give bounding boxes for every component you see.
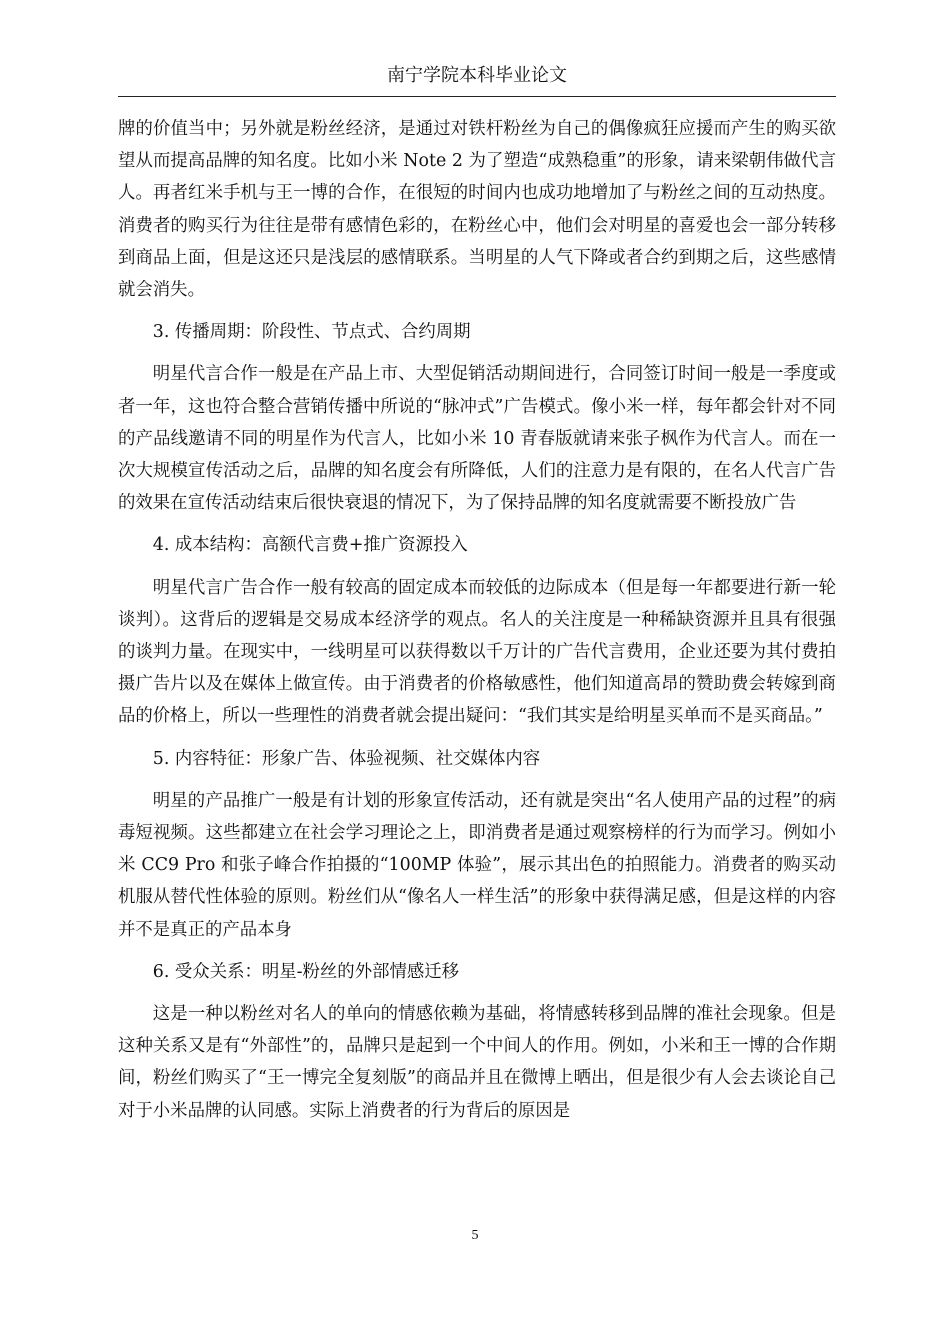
paragraph: 明星的产品推广一般是有计划的形象宣传活动，还有就是突出“名人使用产品的过程”的病毒短视频。这些都建立在社会学习理论之上，即消费者是通过观察榜样的行为而学习。例如小米 CC9 Pro 和张子峰合作拍摄的“100MP 体验”，展示其出色的拍照能力。消费者的购买动机服从替代性体验的原则。粉丝们从“像名人一样生活”的形象中获得满足感，但是这样的内容并不是真正的产品本身 (118, 790, 836, 940)
paragraph: 这是一种以粉丝对名人的单向的情感依赖为基础，将情感转移到品牌的准社会现象。但是这种关系又是有“外部性”的，品牌只是起到一个中间人的作用。例如，小米和王一博的合作期间，粉丝们购买了“王一博完全复刻版”的商品并且在微博上晒出，但是很少有人会去谈论自己对于小米品牌的认同感。实际上消费者的行为背后的原因是 (118, 1004, 836, 1121)
header-divider (118, 96, 836, 97)
section-heading: 4. 成本结构：高额代言费+推广资源投入 (152, 535, 468, 556)
running-header: 南宁学院本科毕业论文 (387, 65, 567, 86)
page-number: 5 (471, 1228, 479, 1243)
section-heading: 5. 内容特征：形象广告、体验视频、社交媒体内容 (152, 748, 541, 769)
paragraph: 牌的价值当中；另外就是粉丝经济，是通过对铁杆粉丝为自己的偶像疯狂应援而产生的购买欲望从而提高品牌的知名度。比如小米 Note 2 为了塑造“成熟稳重”的形象，请来梁朝伟做代言人。再者红米手机与王一博的合作，在很短的时间内也成功地增加了与粉丝之间的互动热度。消费者的购买行为往往是带有感情色彩的，在粉丝心中，他们会对明星的喜爱也会一部分转移到商品上面，但是这还只是浅层的感情联系。当明星的人气下降或者合约到期之后，这些感情就会消失。 (118, 119, 836, 301)
paragraph: 明星代言合作一般是在产品上市、大型促销活动期间进行，合同签订时间一般是一季度或者一年，这也符合整合营销传播中所说的“脉冲式”广告模式。像小米一样，每年都会针对不同的产品线邀请不同的明星作为代言人，比如小米 10 青春版就请来张子枫作为代言人。而在一次大规模宣传活动之后，品牌的知名度会有所降低，人们的注意力是有限的，在名人代言广告的效果在宣传活动结束后很快衰退的情况下，为了保持品牌的知名度就需要不断投放广告 (118, 364, 836, 514)
section-heading: 6. 受众关系：明星-粉丝的外部情感迁移 (152, 961, 460, 982)
body-text (118, 113, 836, 1127)
section-heading: 3. 传播周期：阶段性、节点式、合约周期 (152, 322, 471, 343)
paragraph: 明星代言广告合作一般有较高的固定成本而较低的边际成本（但是每一年都要进行新一轮谈判）。这背后的逻辑是交易成本经济学的观点。名人的关注度是一种稀缺资源并且具有很强的谈判力量。在现实中，一线明星可以获得数以千万计的广告代言费用，企业还要为其付费拍摄广告片以及在媒体上做宣传。由于消费者的价格敏感性，他们知道高昂的赞助费会转嫁到商品的价格上，所以一些理性的消费者就会提出疑问：“我们其实是给明星买单而不是买商品。” (118, 577, 836, 727)
